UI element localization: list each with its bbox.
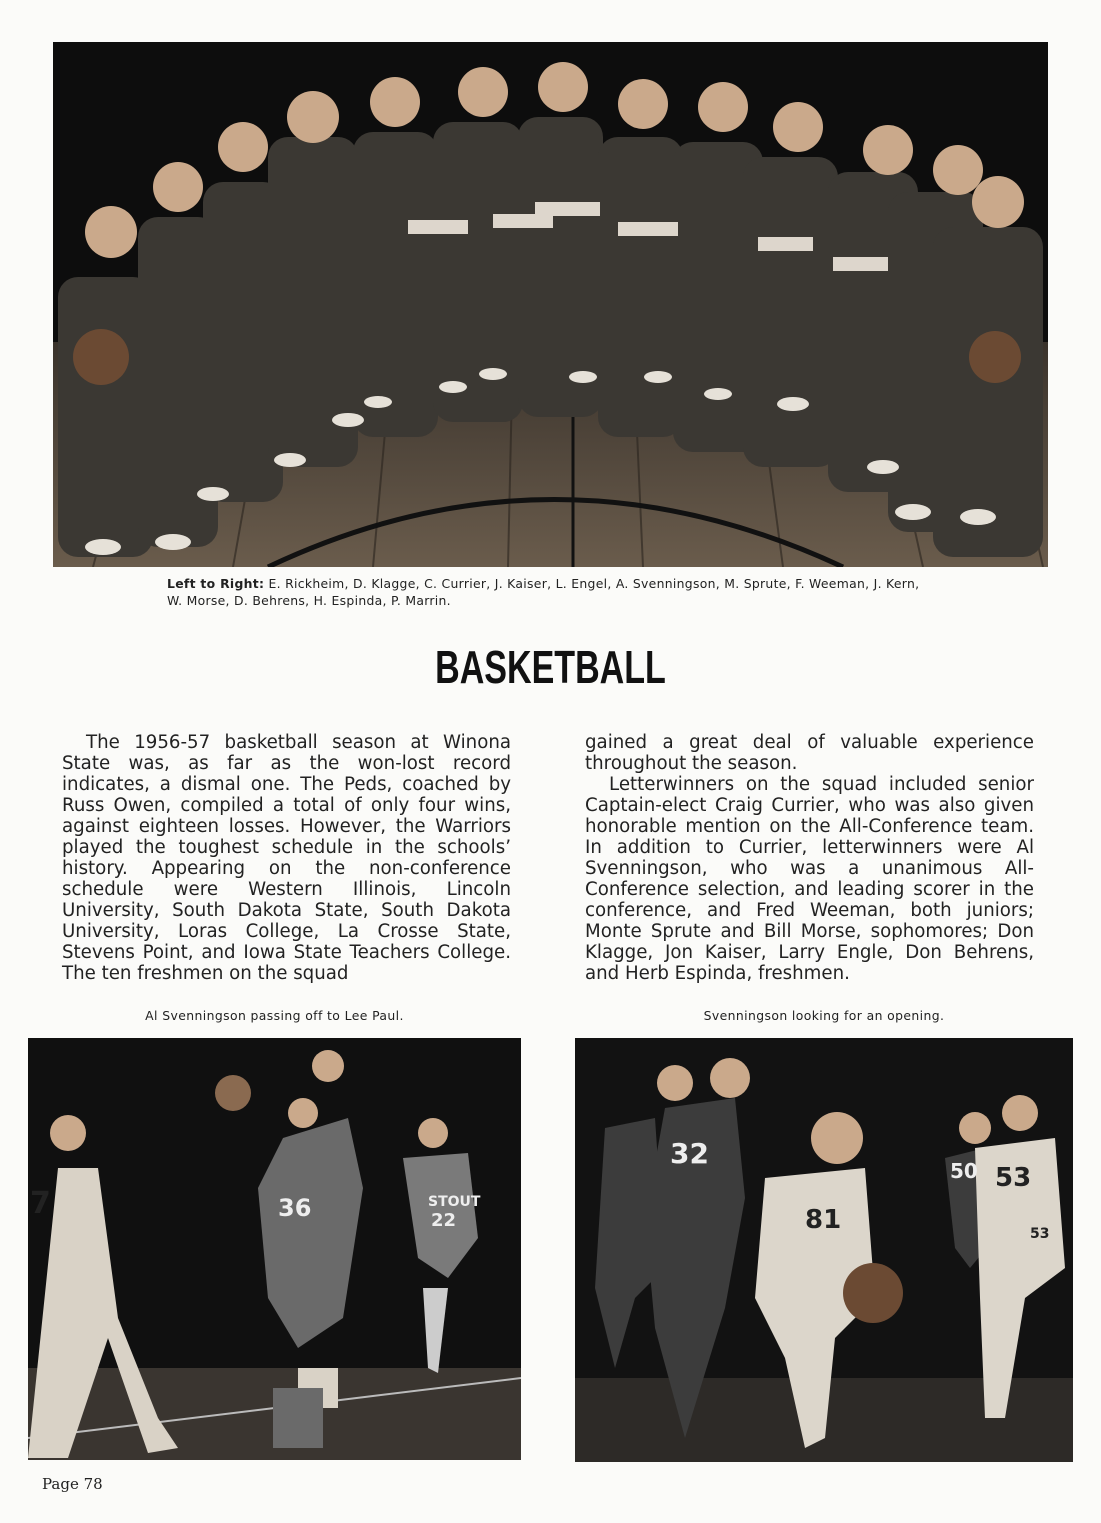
page-title: BASKETBALL [435, 641, 666, 693]
jersey-number: 36 [278, 1194, 312, 1222]
photo-left-caption: Al Svenningson passing off to Lee Paul. [145, 1008, 404, 1023]
jersey-number: 53 [995, 1163, 1032, 1193]
photo-right-caption: Svenningson looking for an opening. [703, 1008, 945, 1023]
article-column-left [62, 732, 511, 984]
jersey-text: STOUT [428, 1194, 481, 1210]
jersey-number: 7 [30, 1186, 51, 1221]
jersey-number: 22 [431, 1210, 457, 1231]
article-paragraph: The 1956-57 basketball season at Winona State was, as far as the won-lost record indicates, a dismal one. The Peds, coached by Russ Owen, compiled a total of only four wins, against eighteen losses. However, the Warriors played the toughest schedule in the schools’ history. Appearing on the non-conference schedule were Western Illinois, Lincoln University, South Dakota State, South Dakota University, Loras College, La Crosse State, Stevens Point, and Iowa State Teachers College. The ten freshmen on the squad [62, 732, 511, 984]
jersey-number: 81 [805, 1205, 842, 1235]
caption-label: Left to Right: [167, 576, 265, 591]
caption-names: E. Rickheim, D. Klagge, C. Currier, J. Kaiser, L. Engel, A. Svenningson, M. Sprute, F. Weeman, J. Kern, W. Morse, D. Behrens, H. Espinda, P. Marrin. [167, 576, 920, 608]
page-number: Page 78 [42, 1475, 103, 1493]
action-photo-left-image [28, 1038, 521, 1460]
jersey-number: 53 [1030, 1226, 1050, 1242]
action-photo-right [575, 1038, 1073, 1462]
action-photo-right-image [575, 1038, 1073, 1462]
article-paragraph: gained a great deal of valuable experience throughout the season. [585, 732, 1034, 774]
jersey-number: 32 [670, 1137, 709, 1170]
team-photo [53, 42, 1048, 567]
team-photo-caption [167, 575, 927, 609]
team-photo-image [53, 42, 1048, 567]
article-column-right [585, 732, 1034, 984]
jersey-number: 50 [950, 1159, 978, 1183]
action-photo-left [28, 1038, 521, 1460]
article-paragraph: Letterwinners on the squad included senior Captain-elect Craig Currier, who was also given honorable mention on the All-Conference team. In addition to Currier, letterwinners were Al Svenningson, who was a unanimous All-Conference selection, and leading scorer in the conference, and Fred Weeman, both juniors; Monte Sprute and Bill Morse, sophomores; Don Klagge, Jon Kaiser, Larry Engle, Don Behrens, and Herb Espinda, freshmen. [585, 774, 1034, 984]
